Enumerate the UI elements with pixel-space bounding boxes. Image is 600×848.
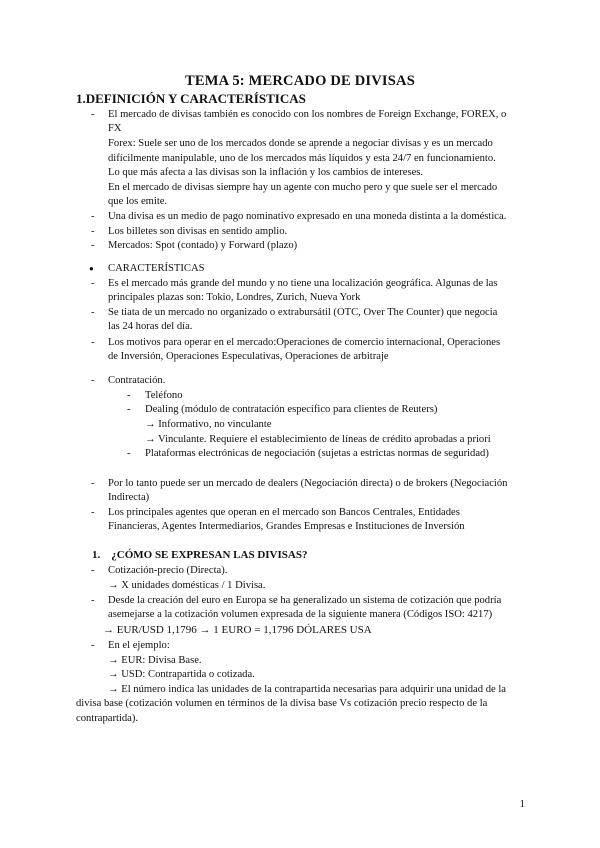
- text-line: En el mercado de divisas siempre hay un agente con mucho pero y que suele ser el mercado: [108, 182, 498, 193]
- text-line: FX: [108, 123, 122, 134]
- list-dash: -: [91, 109, 95, 120]
- section-heading-definition: 1.DEFINICIÓN Y CARACTERÍSTICAS: [76, 91, 306, 106]
- text-line: Indirecta): [108, 492, 150, 503]
- list-item: Por lo tanto puede ser un mercado de dealers (Negociación directa) o de brokers (Negociación: [108, 478, 508, 489]
- text-line: de Inversión, Operaciones Especulativas, Operaciones de arbitraje: [108, 351, 389, 362]
- list-dash: -: [91, 507, 95, 518]
- text-line: difícilmente manipulable, uno de los mercados más líquidos y esta 24/7 en funcionamiento.: [108, 153, 496, 164]
- text-line: principales plazas son: Tokio, Londres, Zurich, Nueva York: [108, 292, 361, 303]
- list-item: Dealing (módulo de contratación específico para clientes de Reuters): [145, 404, 438, 415]
- list-dash: -: [127, 390, 131, 401]
- list-item: Los motivos para operar en el mercado:Operaciones de comercio internacional, Operaciones: [108, 337, 501, 348]
- text-line: → EUR/USD 1,1796 → 1 EURO = 1,1796 DÓLARES USA: [103, 624, 372, 636]
- page-number: 1: [519, 798, 525, 810]
- text-line: → EUR: Divisa Base.: [108, 655, 202, 666]
- list-item: Los billetes son divisas en sentido amplio.: [108, 226, 288, 237]
- list-item: Mercados: Spot (contado) y Forward (plazo): [108, 240, 298, 251]
- list-dash: -: [91, 307, 95, 318]
- text-line: → USD: Contrapartida o cotizada.: [108, 669, 255, 680]
- text-line: que los emite.: [108, 196, 168, 207]
- text-line: → Vinculante. Requiere el establecimiento de líneas de crédito aprobadas a priori: [145, 434, 491, 445]
- subheading-caracteristicas: CARACTERÍSTICAS: [108, 263, 205, 274]
- list-item: Se tiata de un mercado no organizado o extrabursátil (OTC, Over The Counter) que negocia: [108, 307, 498, 318]
- list-item: Una divisa es un medio de pago nominativo expresado en una moneda distinta a la doméstica.: [108, 211, 507, 222]
- section-number: 1.: [92, 549, 101, 561]
- text-line: asemejarse a la cotización volumen expresada de la siguiente manera (Códigos ISO: 4217): [108, 609, 493, 620]
- list-dash: -: [91, 640, 95, 651]
- list-item: Desde la creación del euro en Europa se ha generalizado un sistema de cotización que podría: [108, 595, 502, 606]
- section-title: ¿CÓMO SE EXPRESAN LAS DIVISAS?: [111, 549, 308, 561]
- list-dash: -: [91, 375, 95, 386]
- list-item: Plataformas electrónicas de negociación (sujetas a estrictas normas de seguridad): [145, 448, 489, 459]
- section-heading-expresan: [92, 549, 307, 561]
- list-dash: -: [127, 404, 131, 415]
- text-line: contrapartida).: [76, 713, 139, 724]
- text-line: → X unidades domésticas / 1 Divisa.: [108, 580, 266, 591]
- text-line: → Informativo, no vinculante: [145, 419, 272, 430]
- bullet-icon: ●: [89, 264, 94, 273]
- list-dash: -: [91, 211, 95, 222]
- list-dash: -: [91, 240, 95, 251]
- page-title: TEMA 5: MERCADO DE DIVISAS: [185, 73, 415, 89]
- text-line: las 24 horas del día.: [108, 321, 193, 332]
- list-dash: -: [91, 565, 95, 576]
- list-item: Es el mercado más grande del mundo y no tiene una localización geográfica. Algunas de las: [108, 278, 498, 289]
- list-dash: -: [91, 226, 95, 237]
- list-dash: -: [127, 448, 131, 459]
- list-dash: -: [91, 337, 95, 348]
- text-line: divisa base (cotización volumen en términos de la divisa base Vs cotización precio respecto de la: [76, 698, 488, 709]
- text-line: Forex: Suele ser uno de los mercados donde se aprende a negociar divisas y es un mercado: [108, 138, 493, 149]
- text-line: → El número indica las unidades de la contrapartida necesarias para adquirir una unidad de la: [108, 684, 506, 695]
- list-dash: -: [91, 595, 95, 606]
- list-dash: -: [91, 478, 95, 489]
- list-item: El mercado de divisas también es conocido con los nombres de Foreign Exchange, FOREX, o: [108, 109, 507, 120]
- list-item: Los principales agentes que operan en el mercado son Bancos Centrales, Entidades: [108, 507, 460, 518]
- list-dash: -: [91, 278, 95, 289]
- text-line: Financieras, Agentes Intermediarios, Grandes Empresas e Instituciones de Inversión: [108, 521, 465, 532]
- list-item: Teléfono: [145, 390, 183, 401]
- list-item: Cotización-precio (Directa).: [108, 565, 228, 576]
- list-item: En el ejemplo:: [108, 640, 170, 651]
- list-item: Contratación.: [108, 375, 166, 386]
- text-line: Lo que más afecta a las divisas son la inflación y los cambios de intereses.: [108, 167, 424, 178]
